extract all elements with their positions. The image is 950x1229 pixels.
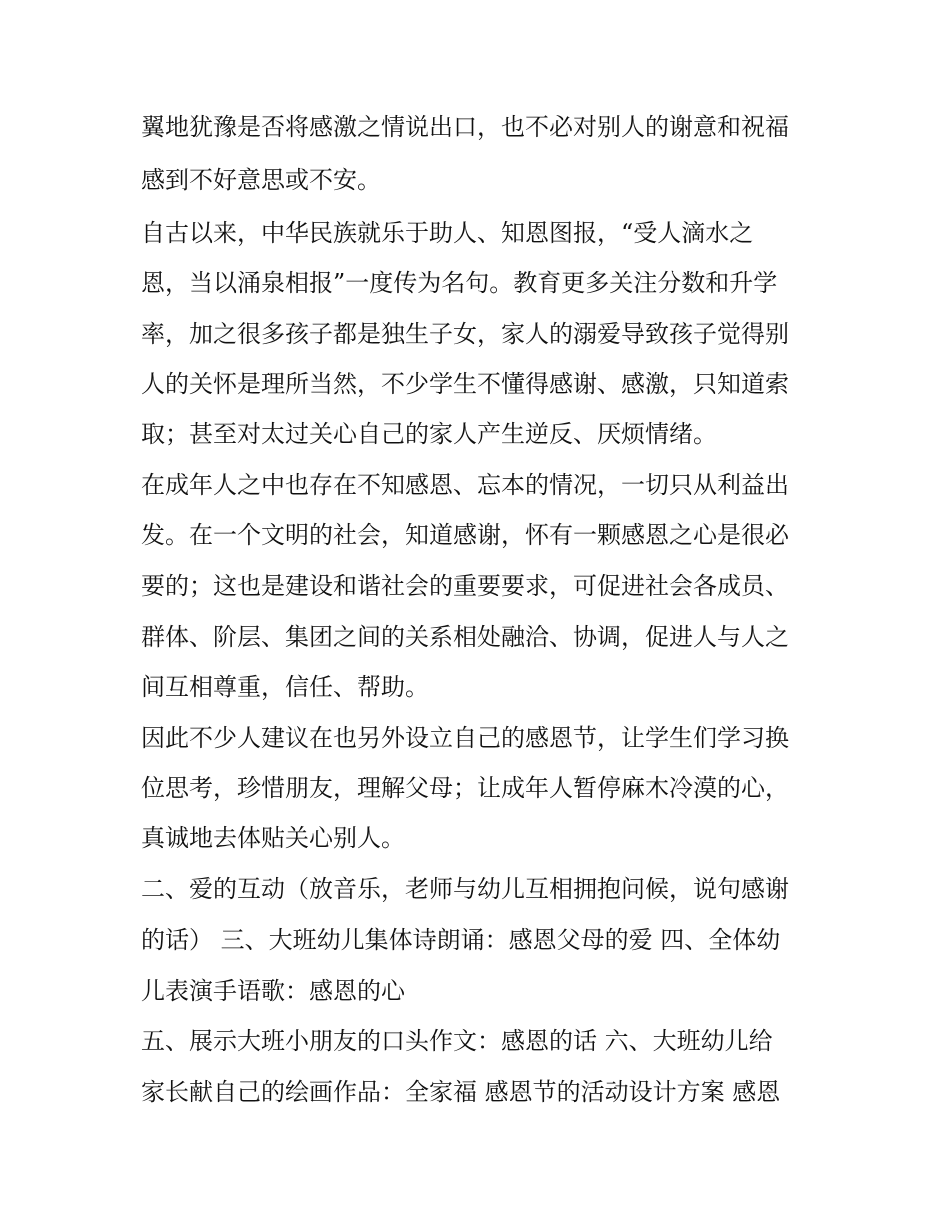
text-line: 自古以来，中华民族就乐于助人、知恩图报，“受人滴水之 [141, 219, 754, 247]
text-line: 二、爱的互动（放音乐，老师与幼儿互相拥抱问候，说句感谢 [141, 875, 789, 903]
text-line: 发。在一个文明的社会，知道感谢，怀有一颗感恩之心是很必 [141, 521, 789, 549]
text-line: 恩，当以涌泉相报”一度传为名句。教育更多关注分数和升学 [141, 269, 778, 297]
text-line: 翼地犹豫是否将感激之情说出口，也不必对别人的谢意和祝福 [141, 113, 789, 141]
text-line: 人的关怀是理所当然，不少学生不懂得感谢、感激，只知道索 [141, 370, 789, 398]
text-line: 感到不好意思或不安。 [141, 166, 381, 194]
text-line: 间互相尊重，信任、帮助。 [141, 673, 429, 701]
text-line: 五、展示大班小朋友的口头作文：感恩的话 六、大班幼儿给 [141, 1027, 773, 1055]
text-line: 要的；这也是建设和谐社会的重要要求，可促进社会各成员、 [141, 572, 789, 600]
text-line: 真诚地去体贴关心别人。 [141, 824, 405, 852]
text-line: 位思考，珍惜朋友，理解父母；让成年人暂停麻木冷漠的心， [141, 774, 789, 802]
text-line: 家长献自己的绘画作品：全家福 感恩节的活动设计方案 感恩 [141, 1078, 781, 1106]
text-line: 的话） 三、大班幼儿集体诗朗诵：感恩父母的爱 四、全体幼 [141, 926, 781, 954]
text-line: 率，加之很多孩子都是独生子女，家人的溺爱导致孩子觉得别 [141, 320, 789, 348]
text-line: 在成年人之中也存在不知感恩、忘本的情况，一切只从利益出 [141, 471, 789, 499]
text-line: 儿表演手语歌：感恩的心 [141, 977, 405, 1005]
text-line: 因此不少人建议在也另外设立自己的感恩节，让学生们学习换 [141, 724, 789, 752]
text-line: 取；甚至对太过关心自己的家人产生逆反、厌烦情绪。 [141, 420, 717, 448]
text-line: 群体、阶层、集团之间的关系相处融洽、协调，促进人与人之 [141, 623, 789, 651]
